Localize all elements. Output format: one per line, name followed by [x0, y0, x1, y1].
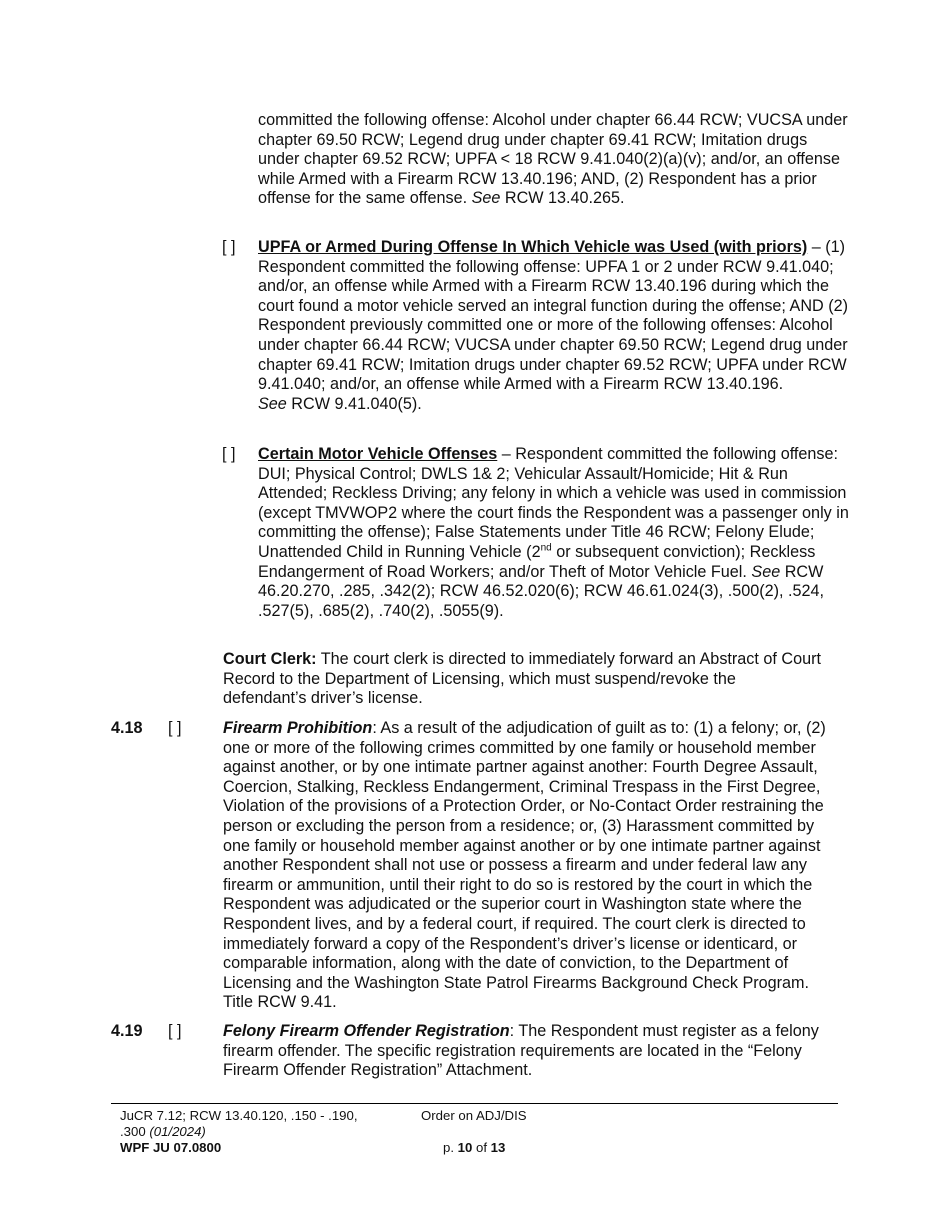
item-title: UPFA or Armed During Offense In Which Vehicle was Used (with priors) [258, 238, 808, 256]
footer-form-title: Order on ADJ/DIS [421, 1108, 527, 1123]
item-body: – (1) Respondent committed the following offense: UPFA 1 or 2 under RCW 9.41.040; and/or, an offense while Armed with a Firearm RCW 13.40.196 during which the court found a motor vehicle served an integral function during the offense; AND (2) Respondent previously committed one or more of the following offenses: Alcohol under chapter 66.44 RCW; VUCSA under chapter 69.50 RCW; Legend drug under chapter 69.41 RCW; Imitation drugs under chapter 69.52 RCW; UPFA under RCW 9.41.040; and/or, an offense while Armed with a Firearm RCW 13.40.196. [258, 238, 848, 394]
page-total: 13 [490, 1140, 506, 1155]
section-title: Firearm Prohibition [223, 719, 373, 737]
footer-form-id: WPF JU 07.0800 [120, 1140, 222, 1155]
see-label: See [751, 562, 781, 581]
item-body-b: or subsequent conviction); Reckless Endangerment of Road Workers; and/or Theft of Motor Vehicle Fuel. [258, 542, 816, 581]
footer-divider [111, 1103, 838, 1104]
checkbox[interactable]: [ ] [222, 238, 236, 256]
court-clerk-paragraph [223, 650, 823, 709]
section-4-18-checkbox[interactable]: [ ] [168, 719, 182, 737]
see-ref: RCW 9.41.040(5). [286, 394, 422, 413]
section-title: Felony Firearm Offender Registration [223, 1022, 510, 1040]
court-clerk-label: Court Clerk: [223, 650, 317, 668]
section-body: : The Respondent must register as a felony firearm offender. The specific registration requirements are located in the “Felony Firearm Offender Registration” Attachment. [223, 1022, 819, 1080]
item-text [258, 238, 852, 414]
checkbox[interactable]: [ ] [222, 445, 236, 463]
section-number-4-19: 4.19 [111, 1022, 143, 1040]
section-4-19-checkbox[interactable]: [ ] [168, 1022, 182, 1040]
see-ref: RCW 46.20.270, .285, .342(2); RCW 46.52.020(6); RCW 46.61.024(3), .500(2), .524, .527(5), .685(2), .740(2), .5055(9). [258, 562, 824, 620]
item-title: Certain Motor Vehicle Offenses [258, 445, 498, 463]
court-clerk-text: The court clerk is directed to immediately forward an Abstract of Court Record to the Department of Licensing, which must suspend/revoke the defendant’s driver’s license. [223, 650, 821, 708]
see-ref: RCW 13.40.265. [500, 189, 625, 208]
page-current: 10 [457, 1140, 473, 1155]
item-text [258, 445, 852, 621]
footer-page-number [443, 1140, 505, 1156]
section-4-18-text [223, 719, 843, 1013]
see-label: See [471, 189, 501, 208]
item-body-a: – Respondent committed the following offense: DUI; Physical Control; DWLS 1& 2; Vehicular Assault/Homicide; Hit & Run Attended; Reckless Driving; any felony in which a vehicle was used in commission (except TMVWOP2 where the court finds the Respondent was a passenger only in committing the offense); False Statements under Title 46 RCW; Felony Elude; Unattended Child in Running Vehicle (2 [258, 445, 849, 561]
footer-citation [120, 1108, 360, 1140]
section-number-4-18: 4.18 [111, 719, 143, 737]
section-4-19-text [223, 1022, 823, 1081]
item-upfa-armed-vehicle [222, 238, 852, 414]
superscript: nd [540, 542, 552, 554]
footer-citation-date: (01/2024) [149, 1124, 206, 1139]
continuation-text: committed the following offense: Alcohol under chapter 66.44 RCW; VUCSA under chapter 69.50 RCW; Legend drug under chapter 69.41 RCW; Imitation drugs under chapter 69.52 RCW; UPFA < 18 RCW 9.41.040(2)(a)(v); and/or, an offense while Armed with a Firearm RCW 13.40.196; AND, (2) Respondent has a prior offense for the same offense. [258, 111, 848, 208]
page-prefix: p. [443, 1140, 458, 1155]
item-motor-vehicle-offenses [222, 445, 852, 621]
section-body: : As a result of the adjudication of guilt as to: (1) a felony; or, (2) one or more of the following crimes committed by one family or household member against another, or by one intimate partner against another: Fourth Degree Assault, Coercion, Stalking, Reckless Endangerment, Criminal Trespass in the First Degree, Violation of the provisions of a Protection Order, or No-Contact Order restraining the person or excluding the person from a residence; or, (3) Harassment committed by one family or household member against another or by one intimate partner against another Respondent shall not use or possess a firearm and under federal law any firearm or ammunition, until their right to do so is restored by the court in which the Respondent was adjudicated or the superior court in Washington state where the Respondent lives, and by a federal court, if required. The court clerk is directed to immediately forward a copy of the Respondent’s driver’s license or identicard, or comparable information, along with the date of conviction, to the Department of Licensing and the Washington State Patrol Firearms Background Check Program. Title RCW 9.41. [223, 719, 826, 1012]
footer-citation-text: JuCR 7.12; RCW 13.40.120, .150 - .190, .300 [120, 1108, 358, 1139]
continuation-paragraph [258, 111, 848, 209]
page-of: of [472, 1140, 491, 1155]
see-label: See [258, 394, 287, 413]
